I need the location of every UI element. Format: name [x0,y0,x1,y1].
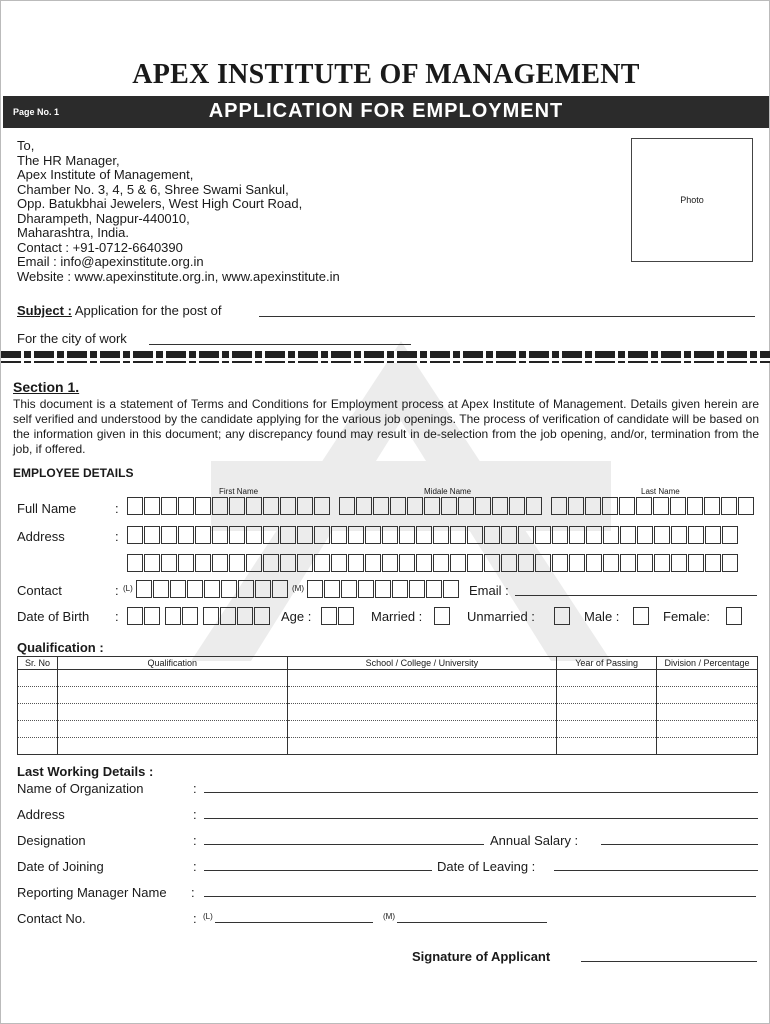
colon: : [115,501,119,516]
contact-no-label: Contact No. [17,911,86,926]
full-name-label: Full Name [17,501,77,516]
address-label: Address [17,529,65,544]
column-header: Division / Percentage [657,657,758,670]
table-row[interactable] [18,738,758,755]
manager-input-line[interactable] [204,896,756,897]
landline-tag: (L) [203,912,213,921]
table-row[interactable] [18,721,758,738]
annual-salary-label: Annual Salary : [490,833,579,848]
address-line: Apex Institute of Management, [17,167,194,182]
male-checkbox[interactable] [633,607,649,625]
address-line: To, [17,138,35,153]
city-input-line[interactable] [149,344,411,345]
address-line: Email : info@apexinstitute.org.in [17,254,204,269]
address-line: The HR Manager, [17,152,120,168]
designation-input-line[interactable] [204,844,484,845]
married-checkbox[interactable] [434,607,450,625]
table-row[interactable] [18,670,758,687]
dob-day-boxes[interactable] [127,607,161,625]
table-row[interactable] [18,687,758,704]
address-line: Contact : +91-0712-6640390 [17,239,183,255]
designation-label: Designation [17,833,86,848]
qualification-heading: Qualification : [17,640,104,655]
organization-input-line[interactable] [204,792,758,793]
subject-row [17,303,222,318]
subject-text: Application for the post of [74,303,222,318]
colon: : [115,583,119,598]
colon: : [115,529,119,544]
married-label: Married : [371,609,423,624]
leaving-input-line[interactable] [554,870,758,871]
email-input-line[interactable] [515,595,757,596]
male-label: Male : [584,609,620,624]
address-line: Chamber No. 3, 4, 5 & 6, Shree Swami Sankul, [17,181,289,197]
cut-line-divider [1,351,770,363]
column-header: Sr. No [18,657,58,670]
last-name-boxes[interactable] [551,497,755,515]
landline-tag: (L) [123,584,133,593]
age-label: Age : [281,609,312,624]
address-line: Maharashtra, India. [17,225,130,240]
colon: : [193,911,197,926]
work-address-input-line[interactable] [204,818,758,819]
subject-label: Subject : [17,303,72,318]
manager-label: Reporting Manager Name [17,885,167,900]
joining-label: Date of Joining [17,859,104,874]
colon: : [191,885,195,900]
contact-label: Contact [17,583,62,598]
qualification-table [17,656,758,755]
middle-name-caption: Midale Name [424,487,472,496]
cut-line-gap [1,358,770,361]
last-working-heading: Last Working Details : [17,764,154,779]
mobile-tag: (M) [383,912,395,921]
female-label: Female: [663,609,710,624]
dob-month-boxes[interactable] [165,607,199,625]
address-line: Website : www.apexinstitute.org.in, www.apexinstitute.in [17,268,340,284]
email-label: Email : [469,583,509,598]
section1-title: Section 1. [13,379,80,395]
city-label: For the city of work [17,331,127,346]
section1-text: This document is a statement of Terms and Conditions for Employment process at Apex Institute of Management. Details given herein are self verified and understood by the candidate applying for the various job openings. The process of verification of candidate will be based on the information given in this document; any discrepancy found may result in de-selection from the job opening, and/or, termination from the job, if offered. [13,397,759,456]
dob-label: Date of Birth [17,609,90,624]
photo-label: Photo [680,195,704,205]
photo-box[interactable] [631,138,753,262]
leaving-label: Date of Leaving : [437,859,536,874]
unmarried-checkbox[interactable] [554,607,570,625]
mobile-input-line[interactable] [397,922,547,923]
address-line: Dharampeth, Nagpur-440010, [17,210,190,226]
landline-boxes[interactable] [136,580,289,598]
signature-label: Signature of Applicant [412,949,551,964]
page-number: Page No. 1 [13,107,60,117]
female-checkbox[interactable] [726,607,742,625]
column-header: Year of Passing [557,657,657,670]
column-header: School / College / University [287,657,557,670]
work-address-label: Address [17,807,65,822]
colon: : [193,781,197,796]
mobile-boxes[interactable] [307,580,460,598]
colon: : [193,859,197,874]
annual-salary-input-line[interactable] [601,844,758,845]
form-title: APPLICATION FOR EMPLOYMENT [208,100,564,122]
address-boxes-row1[interactable] [127,526,739,544]
landline-input-line[interactable] [215,922,373,923]
first-name-caption: First Name [219,487,259,496]
last-name-caption: Last Name [641,487,680,496]
post-input-line[interactable] [259,316,755,317]
colon: : [193,833,197,848]
colon: : [193,807,197,822]
organization-label: Name of Organization [17,781,144,796]
recipient-address [17,139,340,284]
address-line: Opp. Batukbhai Jewelers, West High Court Road, [17,196,303,211]
employee-details-heading: EMPLOYEE DETAILS [13,466,134,480]
address-boxes-row2[interactable] [127,554,739,572]
signature-line[interactable] [581,961,757,962]
mobile-tag: (M) [292,584,304,593]
joining-input-line[interactable] [204,870,432,871]
first-name-boxes[interactable] [127,497,331,515]
middle-name-boxes[interactable] [339,497,543,515]
institute-title: APEX INSTITUTE OF MANAGEMENT [132,59,640,90]
colon: : [115,609,119,624]
table-row[interactable] [18,704,758,721]
dob-year-boxes[interactable] [203,607,271,625]
age-boxes[interactable] [321,607,355,625]
column-header: Qualification [57,657,287,670]
unmarried-label: Unmarried : [467,609,535,624]
